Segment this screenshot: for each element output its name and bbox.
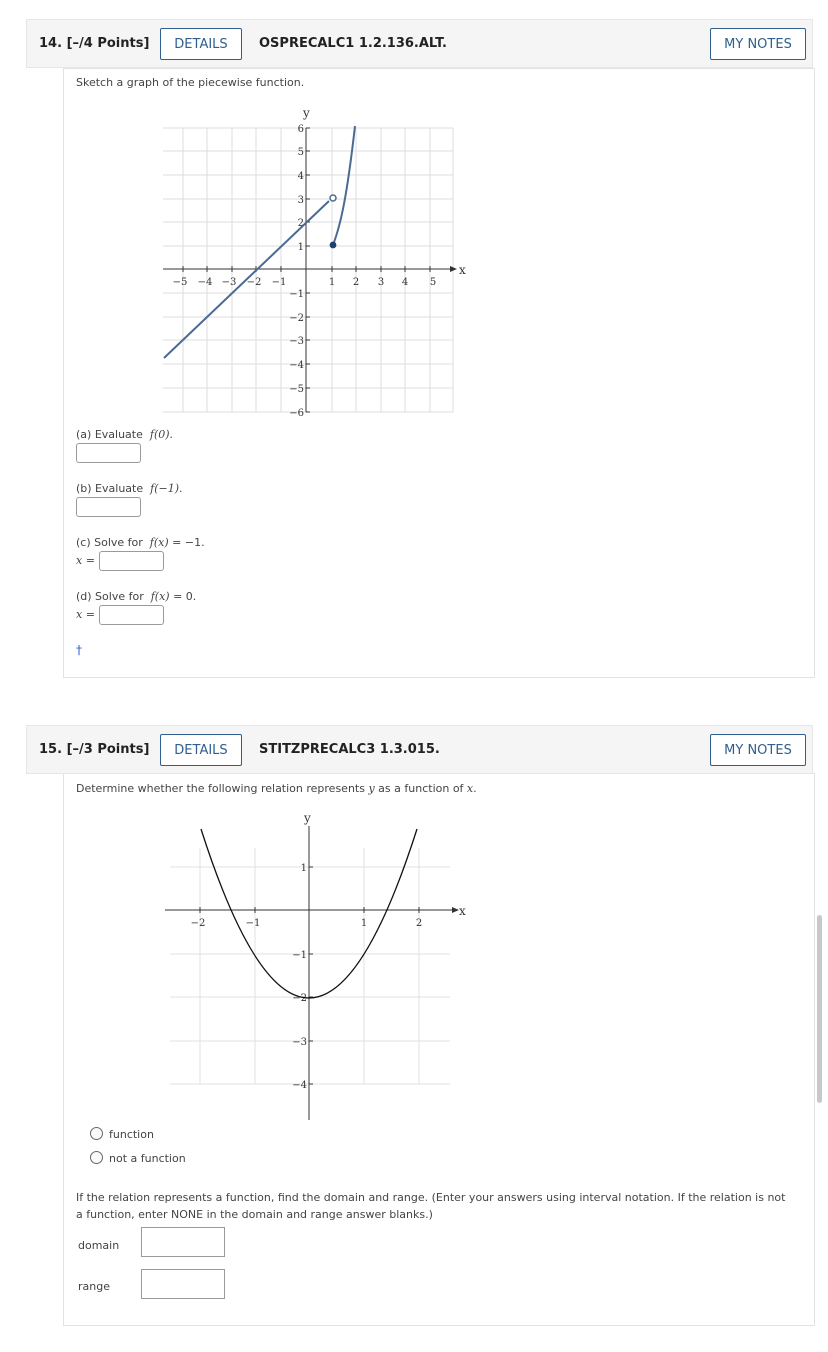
details-button-label: DETAILS (174, 36, 228, 52)
y-tick-label: −1 (289, 289, 304, 300)
part-d-label (76, 590, 196, 603)
linear-piece (164, 201, 329, 358)
y-tick-label: −6 (289, 408, 304, 419)
details-button-label: DETAILS (174, 742, 228, 758)
part-a-label (76, 428, 173, 441)
question-number (39, 36, 149, 51)
x-tick-label: 1 (360, 918, 368, 929)
option-function-label: function (109, 1128, 154, 1141)
question-prompt (76, 782, 477, 795)
domain-label: domain (78, 1239, 120, 1252)
prompt-variable-y: y (368, 782, 375, 795)
instructions-line-2: a function, enter NONE in the domain and range answer blanks.) (76, 1208, 433, 1221)
x-tick-label: 4 (401, 277, 409, 288)
part-c-tail: = −1. (168, 536, 205, 549)
part-c-answer-input[interactable] (99, 551, 164, 571)
question-14-header (26, 19, 813, 68)
x-tick-label: −4 (197, 277, 213, 288)
part-b-label (76, 482, 183, 495)
x-tick-label: −2 (246, 277, 262, 288)
part-a-answer-input[interactable] (76, 443, 141, 463)
y-tick-labels (292, 863, 307, 1091)
question-code: STITZPRECALC3 1.3.015. (259, 742, 440, 757)
y-tick-label: −5 (289, 384, 304, 395)
x-tick-label: −5 (172, 277, 188, 288)
y-tick-label: −4 (292, 1080, 307, 1091)
points-text: [–/3 Points] (66, 742, 150, 757)
question-code: OSPRECALC1 1.2.136.ALT. (259, 36, 447, 51)
range-input[interactable] (141, 1269, 225, 1299)
x-tick-label: 2 (415, 918, 423, 929)
dagger-link[interactable]: † (76, 643, 82, 657)
part-d-answer-input[interactable] (99, 605, 164, 625)
x-axis-label: x (459, 904, 466, 918)
y-tick-label: −4 (289, 360, 304, 371)
y-tick-labels (289, 124, 304, 419)
my-notes-button-label: MY NOTES (724, 742, 792, 758)
part-d-tail: = 0. (169, 590, 197, 603)
x-tick-labels (191, 918, 423, 929)
part-d-text: (d) Solve for (76, 590, 144, 603)
question-15-header (26, 725, 813, 774)
instructions-line-1: If the relation represents a function, find the domain and range. (Enter your answers using interval notation. If the relation is not (76, 1191, 786, 1204)
my-notes-button[interactable] (710, 28, 806, 60)
y-tick-label: 5 (297, 147, 304, 158)
y-tick-label: 1 (300, 863, 307, 874)
y-tick-label: 4 (297, 171, 304, 182)
option-function-radio[interactable] (90, 1127, 103, 1140)
x-tick-label: −1 (245, 918, 261, 929)
prompt-part: as a function of (374, 782, 467, 795)
x-tick-label: 3 (377, 277, 385, 288)
part-b-text: (b) Evaluate (76, 482, 144, 495)
part-d-expression: f(x) (150, 590, 170, 603)
range-label: range (78, 1280, 110, 1293)
part-c-text: (c) Solve for (76, 536, 143, 549)
x-tick-labels (173, 277, 437, 288)
part-a-tail: . (169, 428, 174, 441)
y-axis-label: y (304, 811, 311, 825)
question-prompt: Sketch a graph of the piecewise function. (76, 76, 305, 89)
x-axis-arrow-icon (452, 907, 459, 913)
y-tick-label: 2 (297, 218, 304, 229)
part-c-label (76, 536, 205, 549)
part-b-tail: . (179, 482, 183, 495)
part-b-answer-input[interactable] (76, 497, 141, 517)
page-scrollbar[interactable] (817, 915, 822, 1103)
graph-grid (170, 848, 450, 1084)
y-tick-label: −1 (292, 950, 307, 961)
prompt-part: . (473, 782, 477, 795)
y-tick-label: −3 (289, 336, 304, 347)
x-tick-label: −3 (221, 277, 237, 288)
question-number-text: 14. (39, 36, 63, 51)
details-button[interactable] (160, 734, 242, 766)
y-tick-label: 1 (297, 242, 304, 253)
x-tick-label: −1 (271, 277, 287, 288)
details-button[interactable] (160, 28, 242, 60)
part-d-variable: x = (76, 608, 95, 621)
points-text: [–/4 Points] (66, 36, 150, 51)
y-tick-label: 6 (297, 124, 304, 135)
x-tick-label: −2 (190, 918, 206, 929)
x-axis-label: x (459, 263, 466, 277)
question-number-text: 15. (39, 742, 63, 757)
domain-input[interactable] (141, 1227, 225, 1257)
part-a-text: (a) Evaluate (76, 428, 143, 441)
y-tick-label: −2 (289, 313, 304, 324)
open-endpoint (330, 195, 336, 201)
option-not-function-label: not a function (109, 1152, 186, 1165)
part-b-expression: f(−1) (150, 482, 179, 495)
parabola-graph (160, 808, 480, 1124)
x-tick-label: 1 (328, 277, 336, 288)
closed-endpoint (330, 242, 337, 249)
part-c-expression: f(x) (149, 536, 169, 549)
my-notes-button-label: MY NOTES (724, 36, 792, 52)
prompt-variable-x: x (466, 782, 474, 795)
my-notes-button[interactable] (710, 734, 806, 766)
x-tick-label: 2 (352, 277, 360, 288)
piecewise-graph (155, 106, 485, 424)
y-axis-label: y (303, 106, 310, 120)
y-tick-label: 3 (297, 195, 304, 206)
y-tick-label: −3 (292, 1037, 307, 1048)
x-tick-label: 5 (429, 277, 437, 288)
y-tick-label: −2 (292, 993, 307, 1004)
prompt-part: Determine whether the following relation represents (76, 782, 369, 795)
part-a-expression: f(0) (149, 428, 170, 441)
curve-piece (333, 126, 355, 245)
option-not-function-radio[interactable] (90, 1151, 103, 1164)
question-number (39, 742, 149, 757)
part-c-variable: x = (76, 554, 95, 567)
